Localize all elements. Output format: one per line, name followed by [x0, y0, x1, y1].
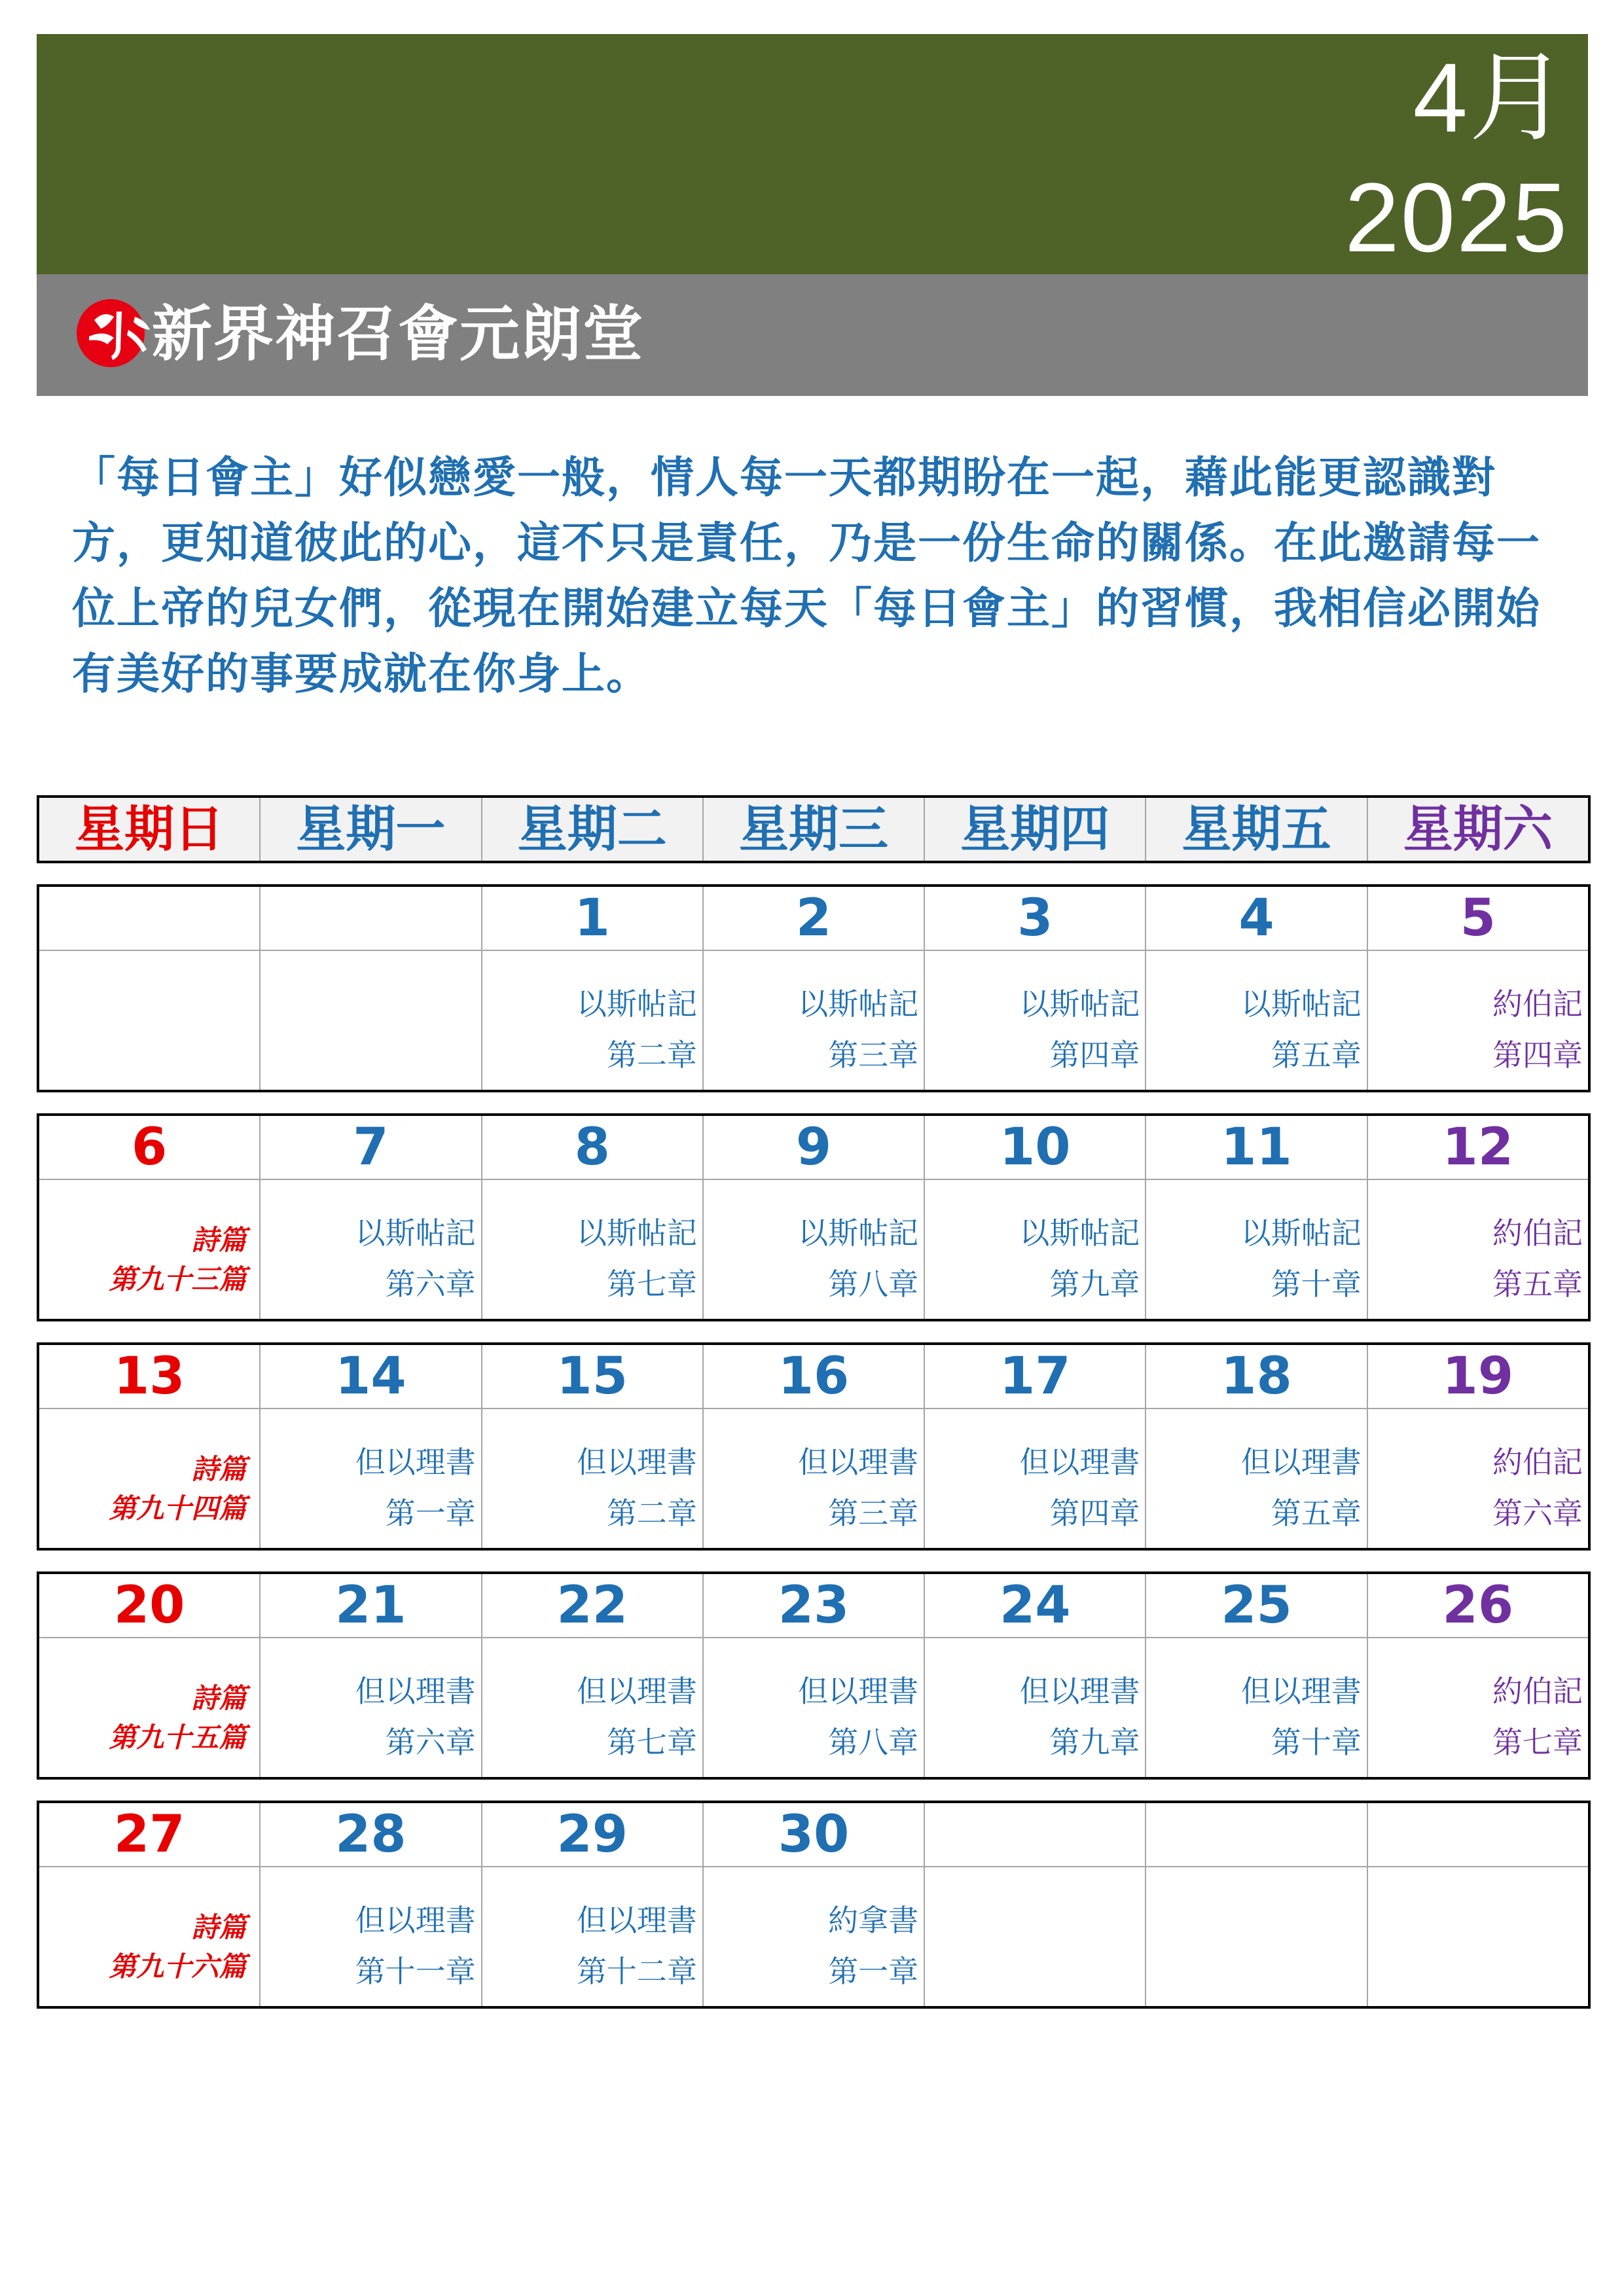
reading	[704, 1409, 924, 1548]
reading-book: 詩篇	[191, 1224, 247, 1256]
day-cell	[39, 1574, 259, 1777]
day-number: 12	[1368, 1116, 1588, 1180]
church-name: 新界神召會元朗堂	[152, 299, 645, 369]
reading	[1146, 1638, 1366, 1777]
church-banner	[37, 274, 1588, 396]
reading-chapter: 第四章	[1049, 1496, 1140, 1531]
reading	[925, 1180, 1145, 1319]
reading-book: 但以理書	[576, 1444, 697, 1480]
reading-book: 以斯帖記	[576, 986, 697, 1022]
day-number: 4	[1146, 887, 1366, 951]
day-cell	[1367, 1345, 1588, 1548]
reading	[261, 951, 480, 1090]
reading	[704, 1180, 924, 1319]
day-cell	[1145, 887, 1366, 1090]
reading-chapter: 第一章	[828, 1954, 919, 1989]
reading-chapter: 第六章	[385, 1725, 476, 1760]
day-number: 28	[261, 1803, 480, 1867]
day-cell	[259, 1574, 480, 1777]
reading-book: 詩篇	[191, 1453, 247, 1485]
reading	[39, 1867, 259, 2006]
reading-chapter: 第十一章	[355, 1954, 476, 1989]
reading	[1146, 951, 1366, 1090]
reading-book: 以斯帖記	[798, 1215, 919, 1251]
weekday-sunday: 星期日	[75, 800, 225, 858]
day-number: 1	[482, 887, 702, 951]
reading-chapter: 第七章	[606, 1725, 697, 1760]
church-logo-icon	[75, 297, 153, 369]
day-cell	[39, 1116, 259, 1319]
day-cell	[1367, 1574, 1588, 1777]
year-label: 2025	[1344, 162, 1568, 272]
day-number: 20	[39, 1574, 259, 1638]
day-number	[1368, 1803, 1588, 1867]
day-number: 29	[482, 1803, 702, 1867]
reading-chapter: 第五章	[1492, 1266, 1583, 1302]
reading-book: 以斯帖記	[576, 1215, 697, 1251]
reading-chapter: 第十章	[1271, 1266, 1362, 1302]
day-number: 19	[1368, 1345, 1588, 1409]
weekday-wednesday: 星期三	[702, 798, 924, 861]
reading-book: 但以理書	[1240, 1444, 1362, 1480]
weekday-thursday: 星期四	[924, 798, 1145, 861]
month-label: 4月	[1413, 43, 1568, 152]
intro-paragraph: 「每日會主」好似戀愛一般，情人每一天都期盼在一起，藉此能更認識對方，更知道彼此的心，這不只是責任，乃是一份生命的關係。在此邀請每一位上帝的兒女們，從現在開始建立每天「每日會主」的習慣，我相信必開始有美好的事要成就在你身上。	[72, 452, 1541, 699]
reading-chapter: 第五章	[1271, 1037, 1362, 1073]
reading	[1146, 1180, 1366, 1319]
reading	[1146, 1409, 1366, 1548]
day-cell	[39, 1345, 259, 1548]
day-cell	[259, 1345, 480, 1548]
reading	[261, 1409, 480, 1548]
reading-chapter: 第九章	[1049, 1266, 1140, 1302]
reading-book: 但以理書	[798, 1444, 919, 1480]
reading-book: 但以理書	[1019, 1444, 1140, 1480]
weekday-header-row	[37, 795, 1591, 863]
day-number: 14	[261, 1345, 480, 1409]
reading	[482, 951, 702, 1090]
reading	[1368, 1409, 1588, 1548]
reading-book: 詩篇	[191, 1682, 247, 1714]
weekday-monday: 星期一	[259, 798, 480, 861]
reading-book: 約拿書	[828, 1903, 919, 1938]
day-number: 5	[1368, 887, 1588, 951]
reading	[925, 1409, 1145, 1548]
week-row	[37, 884, 1591, 1092]
day-cell	[924, 887, 1145, 1090]
reading	[482, 1867, 702, 2006]
reading-book: 以斯帖記	[798, 986, 919, 1022]
reading-chapter: 第六章	[385, 1266, 476, 1302]
day-cell	[481, 1574, 702, 1777]
day-number: 3	[925, 887, 1145, 951]
day-number: 15	[482, 1345, 702, 1409]
day-cell	[1145, 1345, 1366, 1548]
reading-chapter: 第六章	[1492, 1496, 1583, 1531]
day-number: 10	[925, 1116, 1145, 1180]
weekday-tuesday: 星期二	[481, 798, 702, 861]
day-cell	[1367, 1116, 1588, 1319]
reading-chapter: 第十章	[1271, 1725, 1362, 1760]
day-number: 22	[482, 1574, 702, 1638]
day-cell	[924, 1116, 1145, 1319]
day-number: 18	[1146, 1345, 1366, 1409]
week-row	[37, 1801, 1591, 2009]
day-number: 13	[39, 1345, 259, 1409]
reading	[1368, 951, 1588, 1090]
reading	[39, 951, 259, 1090]
week-row	[37, 1571, 1591, 1780]
reading-chapter: 第十二章	[576, 1954, 697, 1989]
reading	[482, 1180, 702, 1319]
reading	[1368, 1638, 1588, 1777]
reading-book: 詩篇	[191, 1911, 247, 1943]
reading-book: 但以理書	[355, 1444, 476, 1480]
reading-book: 但以理書	[798, 1674, 919, 1709]
reading	[704, 1638, 924, 1777]
day-cell	[1367, 1803, 1588, 2006]
day-number: 27	[39, 1803, 259, 1867]
day-number: 24	[925, 1574, 1145, 1638]
day-cell	[702, 887, 924, 1090]
day-cell	[702, 1574, 924, 1777]
header-banner	[37, 34, 1588, 274]
day-number: 30	[704, 1803, 924, 1867]
reading-chapter: 第一章	[385, 1496, 476, 1531]
day-cell	[481, 1345, 702, 1548]
day-number: 25	[1146, 1574, 1366, 1638]
reading-book: 約伯記	[1492, 986, 1583, 1022]
day-number: 21	[261, 1574, 480, 1638]
reading-book: 但以理書	[576, 1674, 697, 1709]
day-number: 8	[482, 1116, 702, 1180]
day-number: 2	[704, 887, 924, 951]
reading-chapter: 第九十六篇	[109, 1950, 247, 1982]
day-cell	[924, 1574, 1145, 1777]
reading-book: 約伯記	[1492, 1674, 1583, 1709]
weekday-saturday: 星期六	[1367, 798, 1588, 861]
day-number: 26	[1368, 1574, 1588, 1638]
reading	[925, 1638, 1145, 1777]
reading-chapter: 第八章	[828, 1266, 919, 1302]
day-number: 11	[1146, 1116, 1366, 1180]
reading	[39, 1409, 259, 1548]
reading	[1146, 1867, 1366, 2006]
reading-chapter: 第三章	[828, 1496, 919, 1531]
day-number: 16	[704, 1345, 924, 1409]
reading-chapter: 第九章	[1049, 1725, 1140, 1760]
day-number: 7	[261, 1116, 480, 1180]
day-number: 6	[39, 1116, 259, 1180]
day-cell	[702, 1116, 924, 1319]
reading-chapter: 第四章	[1049, 1037, 1140, 1073]
reading-chapter: 第九十三篇	[109, 1263, 247, 1295]
reading-chapter: 第三章	[828, 1037, 919, 1073]
reading-chapter: 第二章	[606, 1496, 697, 1531]
reading	[1368, 1867, 1588, 2006]
reading-book: 但以理書	[1240, 1674, 1362, 1709]
reading-chapter: 第八章	[828, 1725, 919, 1760]
day-cell	[1367, 887, 1588, 1090]
day-cell	[1145, 1803, 1366, 2006]
reading-book: 但以理書	[355, 1674, 476, 1709]
reading-book: 以斯帖記	[355, 1215, 476, 1251]
reading-book: 但以理書	[576, 1903, 697, 1938]
day-cell	[924, 1345, 1145, 1548]
reading-chapter: 第九十四篇	[109, 1492, 247, 1524]
reading-book: 但以理書	[1019, 1674, 1140, 1709]
reading-chapter: 第七章	[1492, 1725, 1583, 1760]
day-number	[39, 887, 259, 951]
reading-book: 以斯帖記	[1240, 1215, 1362, 1251]
day-cell	[39, 887, 259, 1090]
day-number: 9	[704, 1116, 924, 1180]
reading-chapter: 第二章	[606, 1037, 697, 1073]
day-cell	[39, 1803, 259, 2006]
reading	[1368, 1180, 1588, 1319]
day-number: 23	[704, 1574, 924, 1638]
day-cell	[259, 1116, 480, 1319]
reading-chapter: 第五章	[1271, 1496, 1362, 1531]
day-number	[1146, 1803, 1366, 1867]
day-cell	[481, 887, 702, 1090]
reading	[261, 1867, 480, 2006]
reading	[261, 1638, 480, 1777]
reading-chapter: 第四章	[1492, 1037, 1583, 1073]
reading	[925, 951, 1145, 1090]
day-cell	[259, 1803, 480, 2006]
day-cell	[702, 1345, 924, 1548]
reading	[261, 1180, 480, 1319]
day-number: 17	[925, 1345, 1145, 1409]
reading	[482, 1638, 702, 1777]
day-cell	[702, 1803, 924, 2006]
day-cell	[924, 1803, 1145, 2006]
reading-book: 約伯記	[1492, 1444, 1583, 1480]
day-number	[261, 887, 480, 951]
reading-chapter: 第七章	[606, 1266, 697, 1302]
reading-book: 但以理書	[355, 1903, 476, 1938]
day-cell	[481, 1803, 702, 2006]
reading	[925, 1867, 1145, 2006]
reading-book: 約伯記	[1492, 1215, 1583, 1251]
reading-chapter: 第九十五篇	[109, 1721, 247, 1753]
day-cell	[259, 887, 480, 1090]
reading-book: 以斯帖記	[1019, 1215, 1140, 1251]
reading	[482, 1409, 702, 1548]
day-cell	[1145, 1116, 1366, 1319]
reading-book: 以斯帖記	[1019, 986, 1140, 1022]
day-number	[925, 1803, 1145, 1867]
reading	[704, 951, 924, 1090]
reading	[39, 1638, 259, 1777]
day-cell	[1145, 1574, 1366, 1777]
reading	[704, 1867, 924, 2006]
day-cell	[481, 1116, 702, 1319]
week-row	[37, 1113, 1591, 1321]
reading-book: 以斯帖記	[1240, 986, 1362, 1022]
weekday-friday: 星期五	[1145, 798, 1366, 861]
reading	[39, 1180, 259, 1319]
week-row	[37, 1342, 1591, 1551]
